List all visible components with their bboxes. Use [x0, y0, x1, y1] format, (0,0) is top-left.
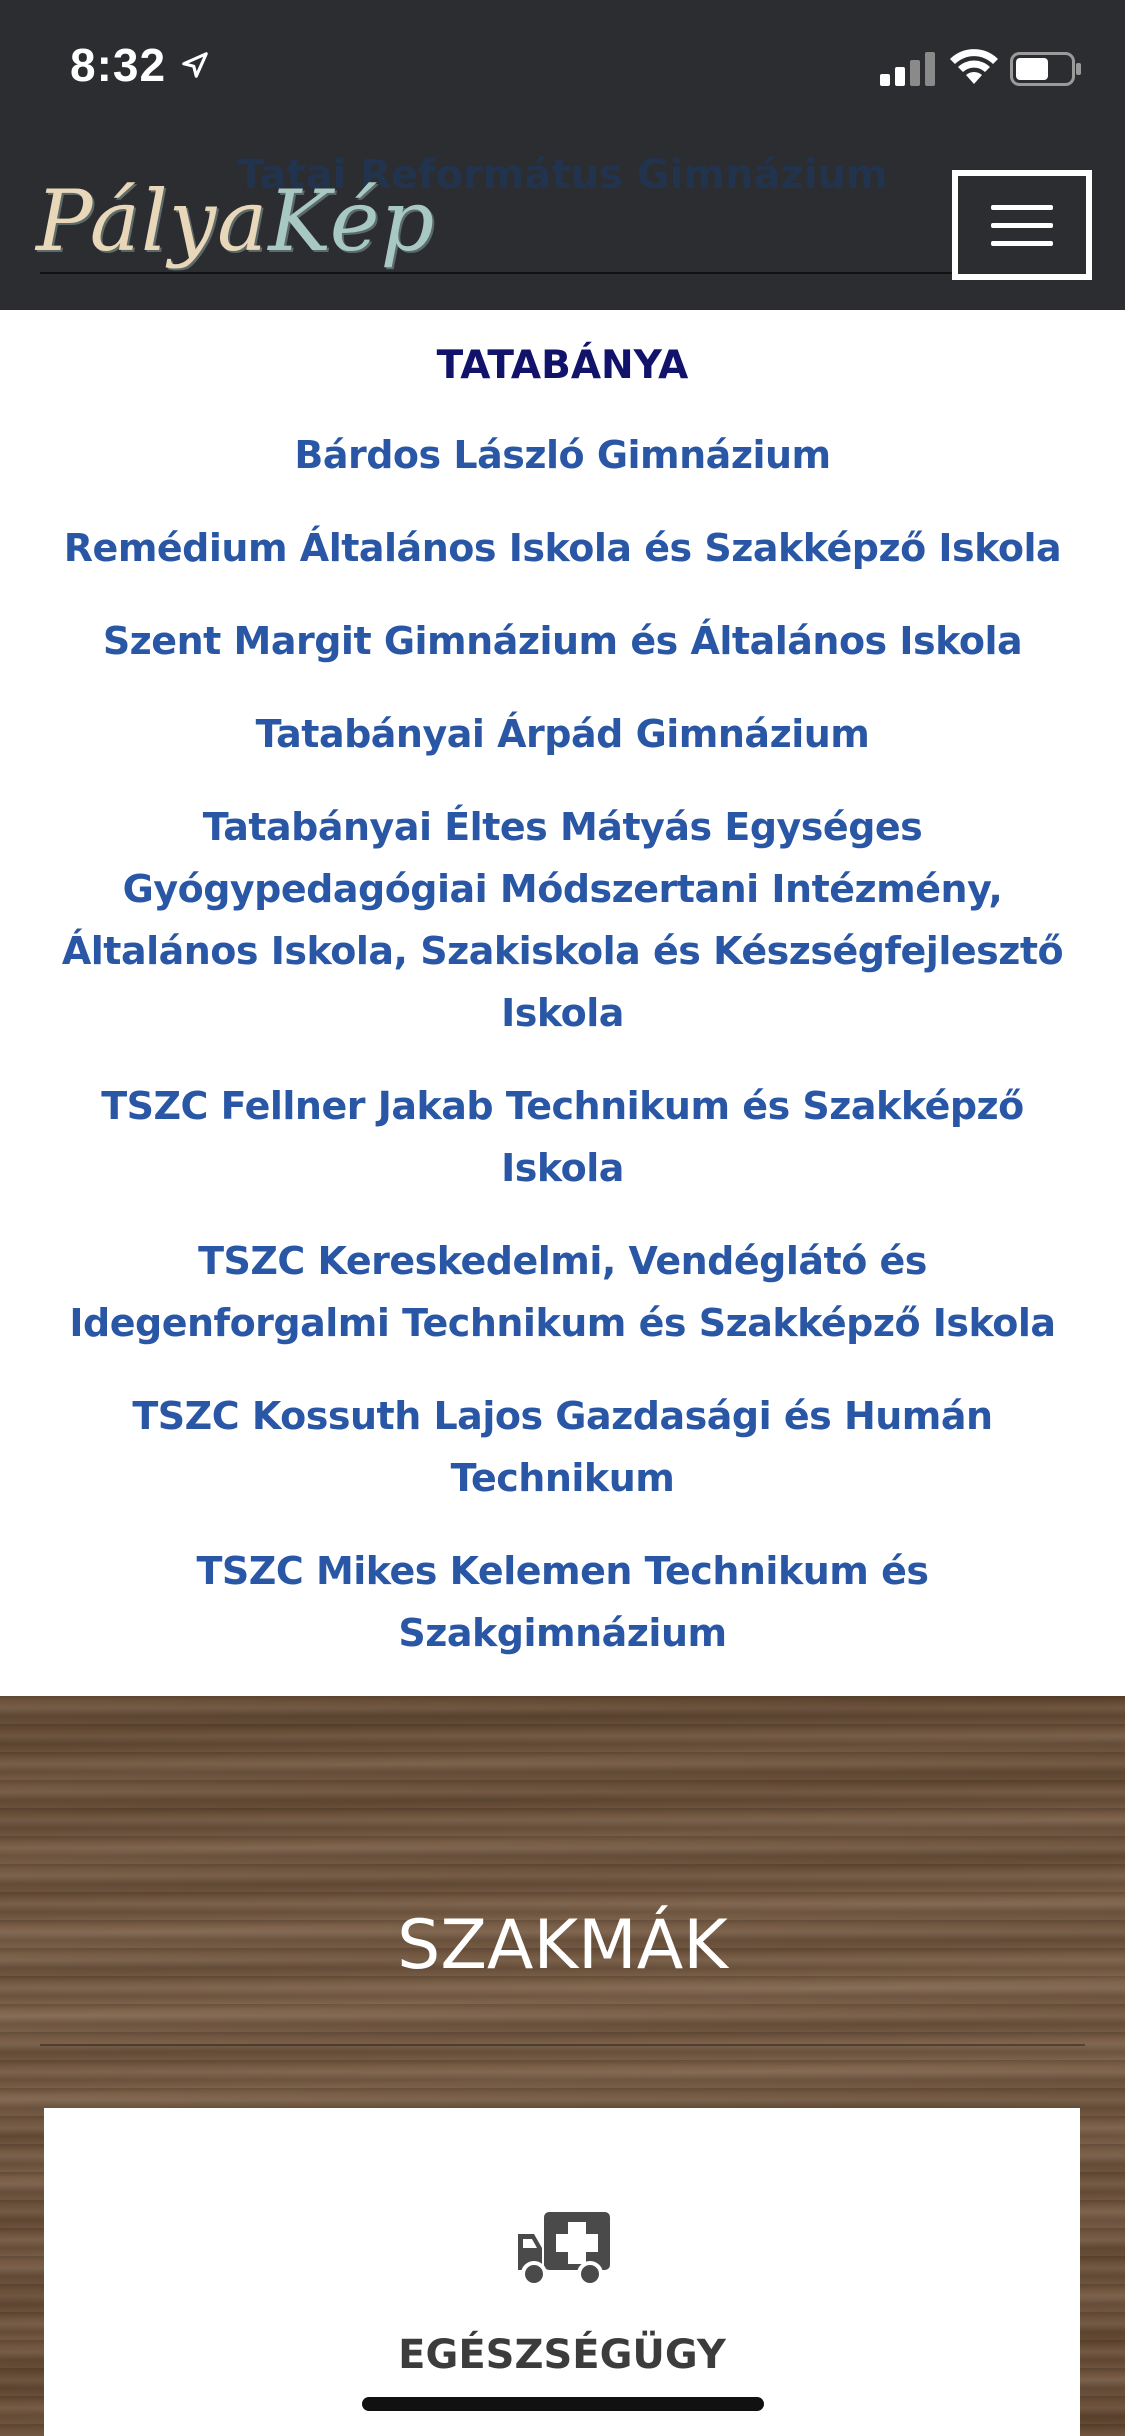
region-heading: TATABÁNYA: [436, 343, 689, 388]
signal-icon: [880, 52, 936, 86]
section-divider: [40, 2044, 1085, 2046]
school-link[interactable]: Szent Margit Gimnázium és Általános Iskola: [102, 619, 1023, 663]
status-time: 8:32: [70, 39, 167, 91]
battery-icon: [1010, 52, 1082, 86]
school-link[interactable]: TSZC Kossuth Lajos Gazdasági és Humán Technikum: [132, 1394, 993, 1500]
school-link[interactable]: Bárdos László Gimnázium: [294, 433, 831, 477]
status-bar: [0, 0, 1125, 130]
school-link[interactable]: Tatabányai Árpád Gimnázium: [255, 712, 870, 756]
wifi-icon: [950, 48, 998, 86]
scrolled-behind-title: Tatai Református Gimnázium: [237, 152, 888, 198]
logo-part2: Kép: [268, 172, 436, 270]
school-link[interactable]: TSZC Mikes Kelemen Technikum és Szakgimnázium: [196, 1549, 929, 1655]
menu-icon-bar: [991, 205, 1053, 210]
ambulance-icon: [514, 2208, 614, 2292]
divider: [40, 272, 1090, 274]
logo-part1: Pálya: [36, 172, 269, 270]
section-title: SZAKMÁK: [397, 1906, 728, 1985]
school-link[interactable]: TSZC Fellner Jakab Technikum és Szakképző Iskola: [101, 1084, 1024, 1190]
profession-card[interactable]: [44, 2108, 1080, 2436]
site-navbar: [0, 130, 1125, 310]
menu-button[interactable]: [952, 170, 1092, 280]
school-link[interactable]: TSZC Kereskedelmi, Vendéglátó és Idegenforgalmi Technikum és Szakképző Iskola: [69, 1239, 1056, 1345]
school-link[interactable]: Remédium Általános Iskola és Szakképző Iskola: [63, 526, 1062, 570]
home-indicator[interactable]: [362, 2397, 764, 2411]
site-logo[interactable]: [36, 172, 435, 270]
menu-icon-bar: [991, 241, 1053, 246]
location-arrow-icon: [180, 50, 210, 80]
school-link[interactable]: Tatabányai Éltes Mátyás Egységes Gyógypedagógiai Módszertani Intézmény, Általános Iskola, Szakiskola és Készségfejlesztő Iskola: [61, 805, 1064, 1035]
school-list: [40, 330, 1085, 1788]
szakmak-section: [0, 1696, 1125, 2436]
card-title: EGÉSZSÉGÜGY: [398, 2332, 726, 2378]
menu-icon-bar: [991, 223, 1053, 228]
